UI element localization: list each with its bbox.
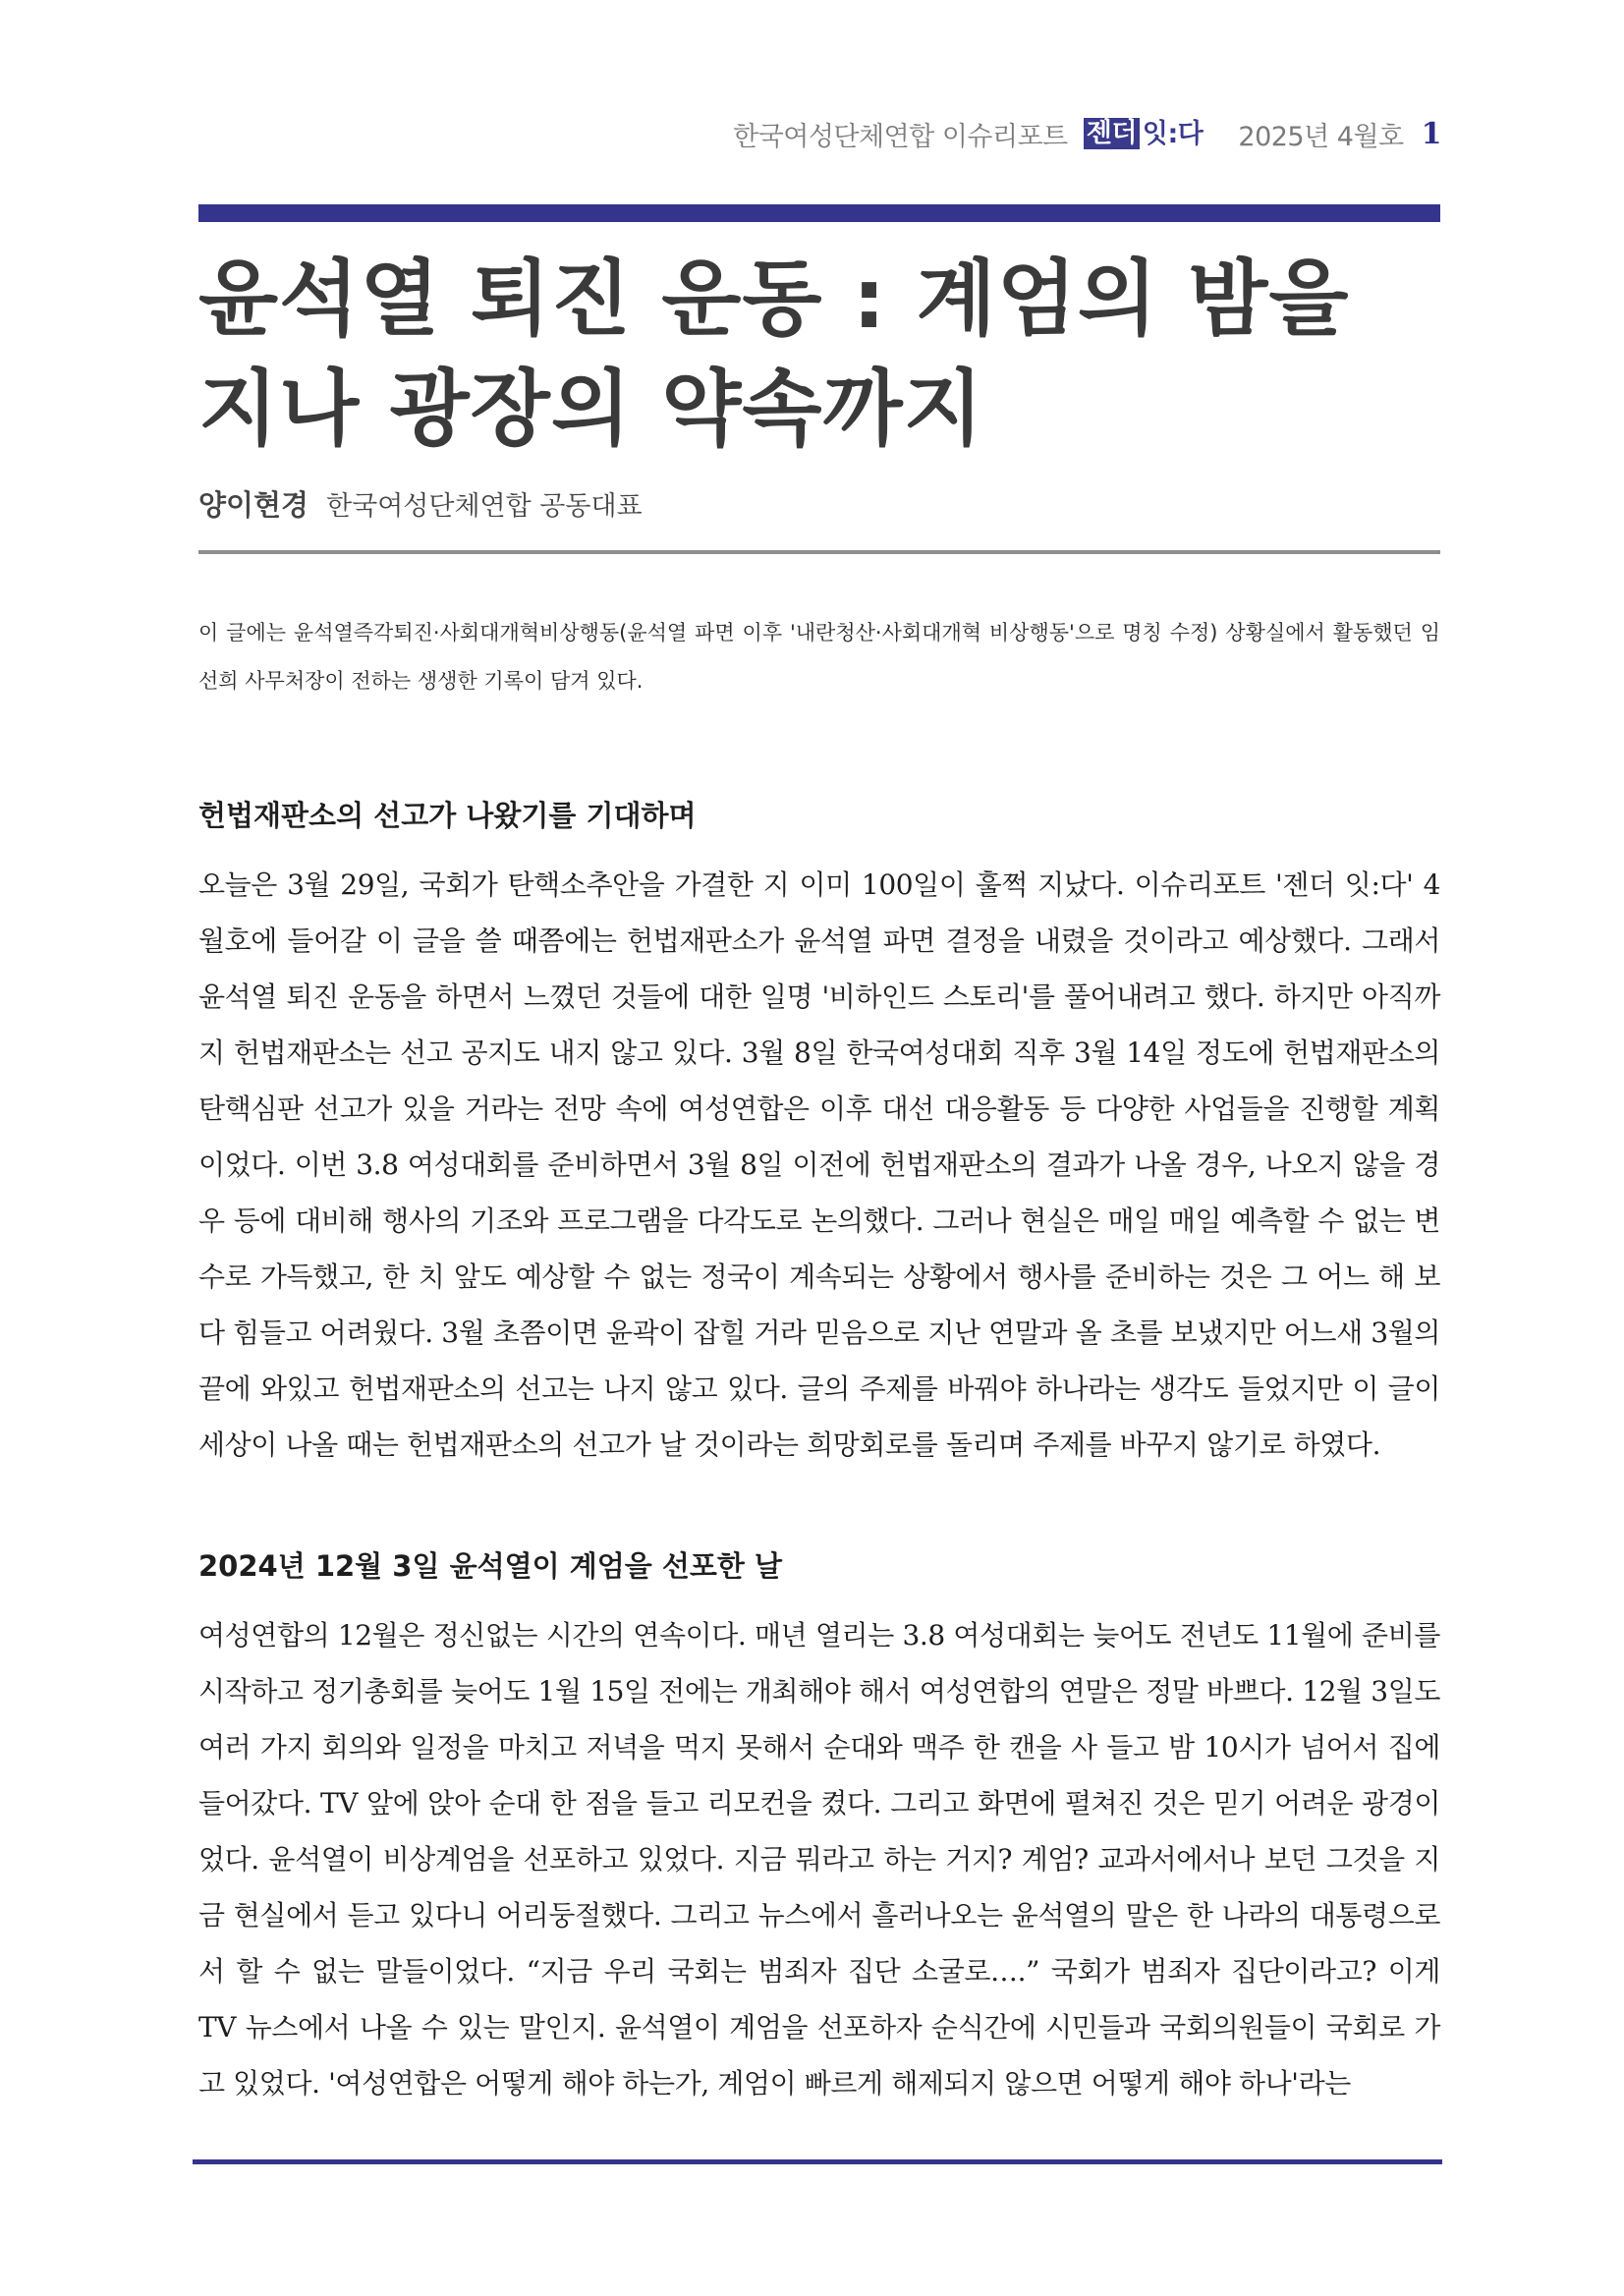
page-number: 1: [1421, 116, 1441, 151]
byline: [198, 483, 643, 527]
top-rule: [198, 204, 1440, 222]
page-header: [733, 114, 1441, 153]
publication-logo: [1084, 118, 1204, 149]
section-heading: 헌법재판소의 선고가 나왔기를 기대하며: [198, 799, 697, 832]
article-title: 윤석열 퇴진 운동 : 계엄의 밤을 지나 광장의 약속까지: [198, 251, 1350, 457]
author-name: 양이현경: [198, 488, 309, 522]
logo-rest-text: 잇:다: [1142, 118, 1204, 149]
author-role: 한국여성단체연합 공동대표: [326, 491, 643, 522]
issue-date: 2025년 4월호: [1238, 121, 1404, 152]
bottom-rule: [193, 2159, 1442, 2164]
divider: [198, 550, 1440, 554]
intro-note: 이 글에는 윤석열즉각퇴진·사회대개혁비상행동(윤석열 파면 이후 '내란청산·사회대개혁 비상행동'으로 명칭 수정) 상황실에서 활동했던 임선희 사무처장이 전하는 생생한 기록이 담겨 있다.: [198, 621, 1440, 693]
logo-boxed-text: 젠더: [1084, 118, 1140, 149]
section-body: 여성연합의 12월은 정신없는 시간의 연속이다. 매년 열리는 3.8 여성대회는 늦어도 전년도 11월에 준비를 시작하고 정기총회를 늦어도 1월 15일 전에는 개최해야 해서 여성연합의 연말은 정말 바쁘다. 12월 3일도 여러 가지 회의와 일정을 마치고 저녁을 먹지 못해서 순대와 맥주 한 캔을 사 들고 밤 10시가 넘어서 집에 들어갔다. TV 앞에 앉아 순대 한 점을 들고 리모컨을 켰다. 그리고 화면에 펼쳐진 것은 믿기 어려운 광경이었다. 윤석열이 비상계엄을 선포하고 있었다. 지금 뭐라고 하는 거지? 계엄? 교과서에서나 보던 그것을 지금 현실에서 듣고 있다니 어리둥절했다. 그리고 뉴스에서 흘러나오는 윤석열의 말은 한 나라의 대통령으로서 할 수 없는 말들이었다. “지금 우리 국회는 범죄자 집단 소굴로….” 국회가 범죄자 집단이라고? 이게 TV 뉴스에서 나올 수 있는 말인지. 윤석열이 계엄을 선포하자 순식간에 시민들과 국회의원들이 국회로 가고 있었다. '여성연합은 어떻게 해야 하는가, 계엄이 빠르게 해제되지 않으면 어떻게 해야 하나'라는: [198, 1619, 1440, 2100]
publisher-name: 한국여성단체연합 이슈리포트: [733, 121, 1068, 152]
section-body: 오늘은 3월 29일, 국회가 탄핵소추안을 가결한 지 이미 100일이 훌쩍 지났다. 이슈리포트 '젠더 잇:다' 4월호에 들어갈 이 글을 쓸 때쯤에는 헌법재판소가 윤석열 파면 결정을 내렸을 것이라고 예상했다. 그래서 윤석열 퇴진 운동을 하면서 느꼈던 것들에 대한 일명 '비하인드 스토리'를 풀어내려고 했다. 하지만 아직까지 헌법재판소는 선고 공지도 내지 않고 있다. 3월 8일 한국여성대회 직후 3월 14일 정도에 헌법재판소의 탄핵심판 선고가 있을 거라는 전망 속에 여성연합은 이후 대선 대응활동 등 다양한 사업들을 진행할 계획이었다. 이번 3.8 여성대회를 준비하면서 3월 8일 이전에 헌법재판소의 결과가 나올 경우, 나오지 않을 경우 등에 대비해 행사의 기조와 프로그램을 다각도로 논의했다. 그러나 현실은 매일 매일 예측할 수 없는 변수로 가득했고, 한 치 앞도 예상할 수 없는 정국이 계속되는 상황에서 행사를 준비하는 것은 그 어느 해 보다 힘들고 어려웠다. 3월 초쯤이면 윤곽이 잡힐 거라 믿음으로 지난 연말과 올 초를 보냈지만 어느새 3월의 끝에 와있고 헌법재판소의 선고는 나지 않고 있다. 글의 주제를 바꿔야 하나라는 생각도 들었지만 이 글이 세상이 나올 때는 헌법재판소의 선고가 날 것이라는 희망회로를 돌리며 주제를 바꾸지 않기로 하였다.: [198, 868, 1440, 1461]
section-heading: 2024년 12월 3일 윤석열이 계엄을 선포한 날: [198, 1549, 783, 1583]
